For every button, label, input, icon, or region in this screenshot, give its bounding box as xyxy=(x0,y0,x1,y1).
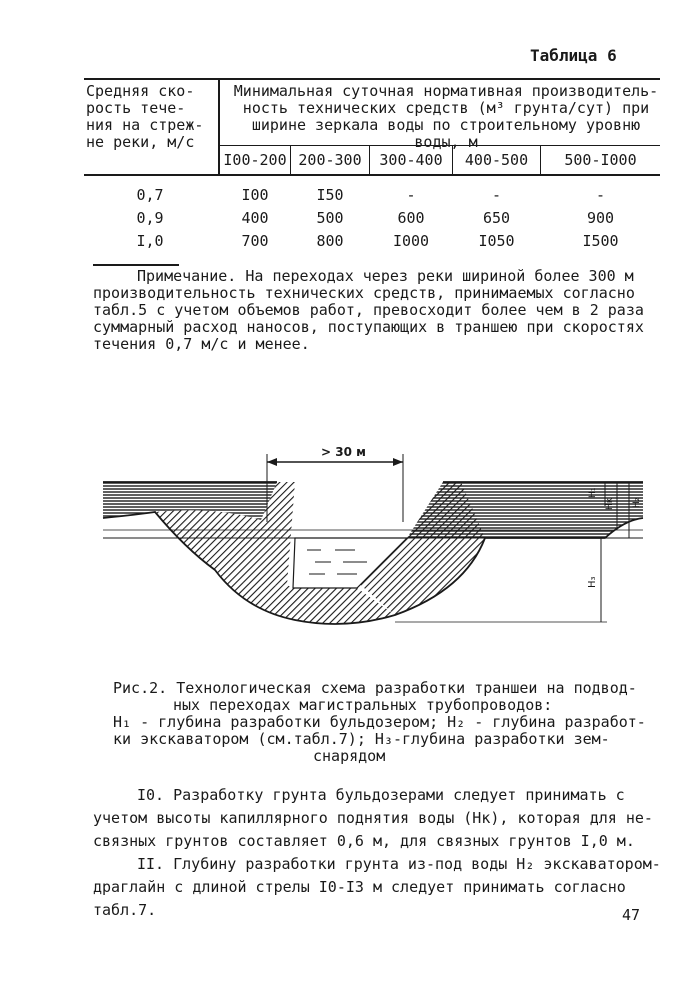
table-cell: I050 xyxy=(478,232,515,250)
label-hk: Нк xyxy=(605,497,615,510)
subheader: 500-I000 xyxy=(564,151,637,169)
table-cell: 650 xyxy=(482,209,511,227)
subheader: 400-500 xyxy=(464,151,529,169)
table-cell: 900 xyxy=(586,209,615,227)
table-cell: 700 xyxy=(241,232,269,250)
table-cell: 500 xyxy=(316,209,344,227)
col1-header: Средняя ско- рость тече- ния на стреж- не реки, м/с xyxy=(86,82,204,151)
width-label: > 30 м xyxy=(321,445,366,459)
table-note: Примечание. На переходах через реки шириной более 300 м производительность технических средств, принимаемых согласно табл.5 с учетом объемов работ, превосходит более чем в 2 раза суммарный расход наносов, поступающих в траншею при скоростях течения 0,7 м/с и менее. xyxy=(93,267,644,353)
table-rule-top xyxy=(84,78,660,80)
table-row-speed: 0,9 xyxy=(136,209,164,227)
table xyxy=(80,75,670,260)
trench-diagram xyxy=(95,440,655,640)
main-header: Минимальная суточная нормативная производитель- ность технических средств (м³ грунта/сут) при ширине зеркала воды по строительному уровню воды, м xyxy=(233,82,659,151)
page-number: 47 xyxy=(622,906,641,924)
subheader: 200-300 xyxy=(298,151,362,169)
table-cell: - xyxy=(406,186,416,204)
table-cell: 400 xyxy=(241,209,269,227)
table-cell: I50 xyxy=(316,186,344,204)
table-row-speed: 0,7 xyxy=(136,186,164,204)
table-cell: I00 xyxy=(241,186,269,204)
label-h3: Н₃ xyxy=(587,576,598,588)
subheader: I00-200 xyxy=(223,151,287,169)
table-caption: Таблица 6 xyxy=(530,46,617,65)
table-rule-header xyxy=(84,174,660,176)
table-cell: I500 xyxy=(582,232,619,250)
label-h1: Н₁ xyxy=(588,487,598,498)
table-cell: I000 xyxy=(392,232,430,250)
arrow-left-icon xyxy=(267,458,277,466)
table-row-speed: I,0 xyxy=(136,232,164,250)
paragraph-11: II. Глубину разработки грунта из-под воды Н₂ экскаватором- драглайн с длиной стрелы I0-I3 м следует принимать согласно табл.7. xyxy=(93,855,661,919)
table-cell: 600 xyxy=(397,209,425,227)
table-cell: - xyxy=(595,186,606,204)
label-h2: Н₂ xyxy=(632,497,642,508)
arrow-right-icon xyxy=(393,458,403,466)
footnote-separator xyxy=(93,264,179,266)
subheader: 300-400 xyxy=(379,151,443,169)
table-cell: - xyxy=(491,186,502,204)
figure-caption: Рис.2. Технологическая схема разработки траншеи на подвод- ных переходах магистральных трубопроводов: Н₁ - глубина разработки бульдозером; Н₂ - глубина разработ- ки экскаватором (см.табл.7); Н₃-глубина разработки зем- снарядом xyxy=(113,679,646,765)
paragraph-10: I0. Разработку грунта бульдозерами следует принимать с учетом высоты капиллярного поднятия воды (Нк), которая для не- связных грунтов составляет 0,6 м, для связных грунтов I,0 м. xyxy=(93,786,653,850)
table-cell: 800 xyxy=(316,232,344,250)
